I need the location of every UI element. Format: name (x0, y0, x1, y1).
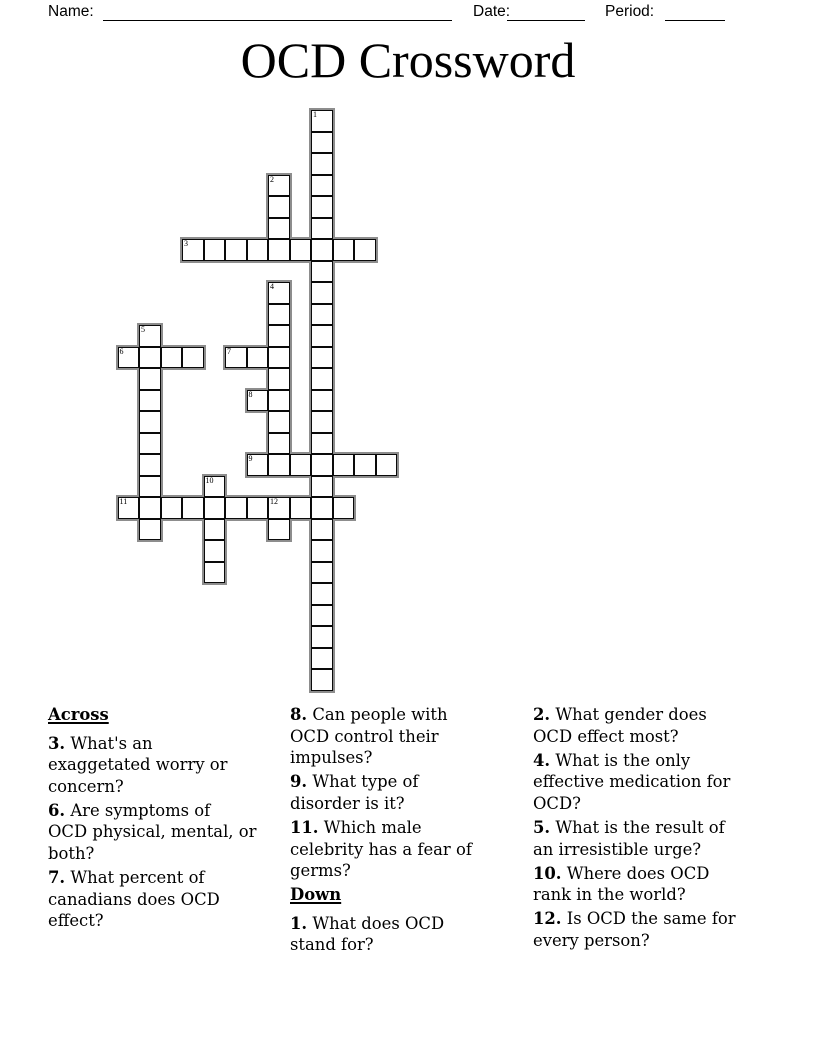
crossword-cell (225, 347, 247, 369)
clue-number: 5. (533, 817, 551, 837)
crossword-cell (311, 540, 333, 562)
crossword-cell (333, 497, 355, 519)
crossword-cell (139, 325, 161, 347)
page-title: OCD Crossword (240, 32, 576, 88)
crossword-cell (118, 497, 140, 519)
clue-item: 7. What percent of canadians does OCD effect? (48, 868, 220, 931)
cell-number: 10 (205, 475, 214, 485)
date-label: Date: (473, 3, 511, 20)
crossword-cell (311, 476, 333, 498)
crossword-cell (204, 476, 226, 498)
crossword-cell (247, 454, 269, 476)
crossword-cell (139, 347, 161, 369)
clue-number: 3. (48, 733, 66, 753)
crossword-cell (311, 390, 333, 412)
clue-item: 3. What's an exaggetated worry or concern? (48, 733, 228, 796)
crossword-cell (268, 239, 290, 261)
clue-item: 9. What type of disorder is it? (290, 772, 419, 813)
crossword-cell (268, 497, 290, 519)
cell-number: 7 (227, 346, 231, 356)
clue-number: 10. (533, 863, 562, 883)
crossword-cell (311, 110, 333, 132)
crossword-cell (182, 239, 204, 261)
crossword-cell (268, 196, 290, 218)
clue-item: 11. Which male celebrity has a fear of germs? (290, 817, 472, 881)
crossword-cell (139, 390, 161, 412)
crossword-cell (311, 519, 333, 541)
crossword-cell (204, 540, 226, 562)
clue-item: 5. What is the result of an irresistible urge? (533, 817, 725, 859)
crossword-cell (268, 175, 290, 197)
clue-column-3 (533, 704, 788, 954)
clue-item: 4. What is the only effective medication for OCD? (533, 750, 731, 813)
crossword-cell (311, 218, 333, 240)
crossword-cell (268, 411, 290, 433)
clue-column-2 (290, 704, 518, 959)
cell-number: 5 (141, 325, 145, 334)
crossword-cell (333, 239, 355, 261)
clue-number: 1. (290, 913, 308, 933)
crossword-cell (268, 390, 290, 412)
cell-number: 1 (313, 110, 317, 119)
crossword-cell (268, 347, 290, 369)
crossword-cell (225, 239, 247, 261)
crossword-cell (311, 605, 333, 627)
crossword-cell (247, 347, 269, 369)
crossword-cell (290, 239, 312, 261)
crossword-cell (311, 282, 333, 304)
crossword-cell (311, 196, 333, 218)
clue-item: 10. Where does OCD rank in the world? (533, 863, 710, 905)
clue-number: 6. (48, 800, 66, 820)
cell-number: 4 (270, 282, 274, 291)
clue-column-1 (48, 704, 298, 934)
cell-number: 6 (119, 346, 124, 356)
crossword-cell (139, 433, 161, 455)
crossword-cell (290, 497, 312, 519)
crossword-cell (311, 411, 333, 433)
crossword-cell (204, 519, 226, 541)
period-label: Period: (605, 3, 655, 20)
name-label: Name: (48, 3, 94, 20)
cell-number: 11 (119, 497, 128, 506)
crossword-cell (311, 175, 333, 197)
cell-number: 2 (270, 174, 274, 184)
crossword-cell (268, 218, 290, 240)
crossword-cell (311, 368, 333, 390)
crossword-cell (139, 519, 161, 541)
crossword-cell (247, 239, 269, 261)
crossword-cell (139, 454, 161, 476)
crossword-cell (139, 368, 161, 390)
crossword-cell (204, 497, 226, 519)
crossword-cell (311, 454, 333, 476)
crossword-cell (268, 433, 290, 455)
clue-number: 9. (290, 772, 308, 792)
cell-number: 3 (184, 239, 188, 248)
crossword-cell (311, 132, 333, 154)
crossword-cell (311, 497, 333, 519)
clue-number: 4. (533, 750, 551, 770)
crossword-cell (311, 648, 333, 670)
crossword-cell (268, 368, 290, 390)
clue-item: 12. Is OCD the same for every person? (533, 909, 736, 950)
crossword-cell (290, 454, 312, 476)
clue-heading-down: Down (290, 885, 342, 905)
crossword-cell (311, 433, 333, 455)
cell-number: 8 (248, 389, 253, 399)
crossword-cell (204, 562, 226, 584)
crossword-cell (182, 347, 204, 369)
crossword-cell (268, 282, 290, 304)
crossword-cell (268, 304, 290, 326)
clue-number: 8. (290, 705, 308, 724)
crossword-cell (311, 669, 333, 691)
crossword-cell (311, 347, 333, 369)
crossword-cell (139, 476, 161, 498)
crossword-cell (182, 497, 204, 519)
crossword-cell (376, 454, 398, 476)
crossword-cell (161, 347, 183, 369)
clue-item: 2. What gender does OCD effect most? (533, 705, 707, 746)
clue-number: 7. (48, 868, 66, 888)
clue-item: 6. Are symptoms of OCD physical, mental, or both? (48, 800, 257, 864)
crossword-cell (311, 304, 333, 326)
crossword-cell (118, 347, 140, 369)
crossword-cell (311, 239, 333, 261)
crossword-cell (204, 239, 226, 261)
crossword-cell (311, 583, 333, 605)
cell-number: 12 (270, 497, 278, 506)
crossword-cell (247, 497, 269, 519)
clue-item: 8. Can people with OCD control their impulses? (290, 705, 448, 768)
crossword-cell (247, 390, 269, 412)
crossword-cell (268, 454, 290, 476)
crossword-cell (268, 325, 290, 347)
crossword-cell (225, 497, 247, 519)
crossword-cell (333, 454, 355, 476)
clue-heading-across: Across (48, 705, 109, 724)
crossword-cell (311, 261, 333, 283)
crossword-cell (139, 497, 161, 519)
crossword-cell (161, 497, 183, 519)
crossword-cell (354, 239, 376, 261)
crossword-cell (311, 626, 333, 648)
crossword-cell (311, 325, 333, 347)
crossword-cell (268, 519, 290, 541)
crossword-cell (354, 454, 376, 476)
crossword-cell (139, 411, 161, 433)
clue-number: 2. (533, 705, 551, 724)
crossword-cell (311, 153, 333, 175)
cell-number: 9 (248, 454, 253, 463)
clue-number: 12. (533, 909, 562, 929)
clue-item: 1. What does OCD stand for? (290, 913, 445, 955)
clue-number: 11. (290, 817, 319, 837)
crossword-cell (311, 562, 333, 584)
